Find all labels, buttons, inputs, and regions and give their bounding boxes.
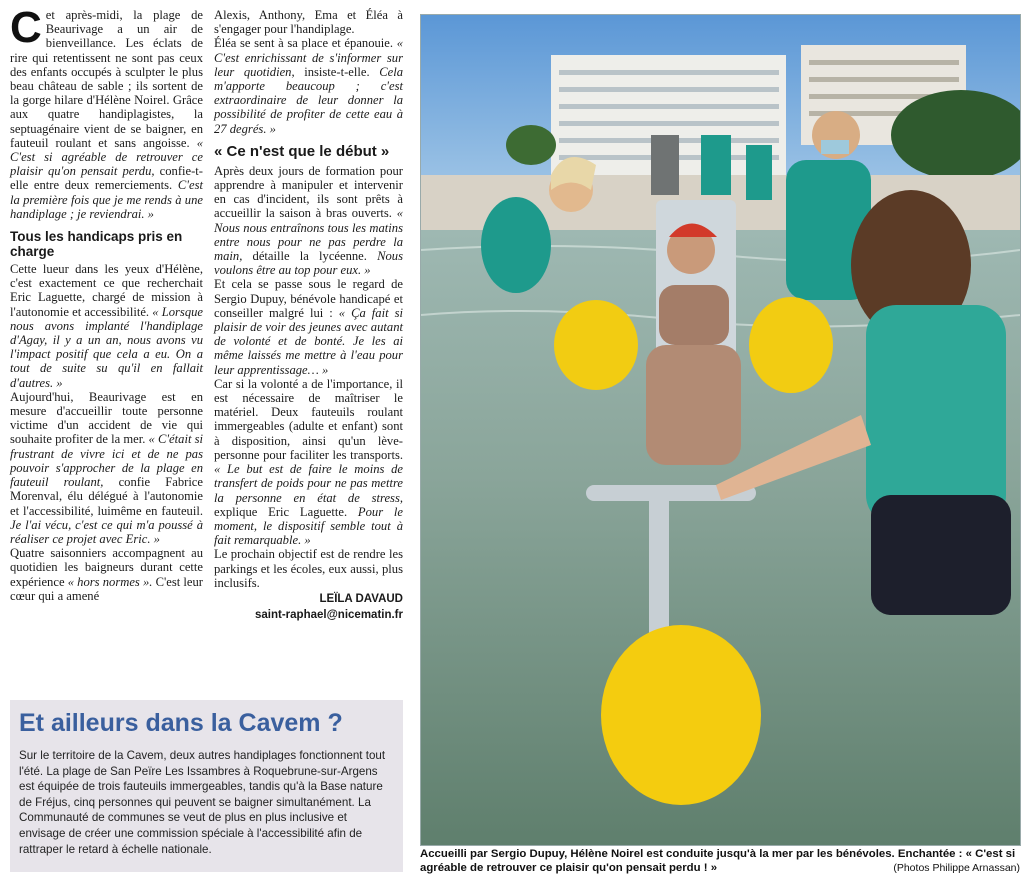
paragraph: Et cela se passe sous le regard de Sergio Dupuy, bénévole handicapé et conseiller malgré lui : « Ça fait si plaisir de voir des jeunes avec autant de volonté et de bonté. Je les ai même laissés me mettre à l'eau pour leur apprentissage… »: [214, 277, 403, 377]
paragraph: Cette lueur dans les yeux d'Hélène, c'est exactement ce que recherchait Eric Laguette, chargé de mission à l'autonomie et accessibilité. « Lorsque nous avons implanté l'handiplage d'Agay, il y a un an, nous avons vu l'impact positif que cela a eu. On a tout de suite su qu'il en fallait d'autres. »: [10, 262, 204, 390]
paragraph: Après deux jours de formation pour apprendre à manipuler et intervenir en cas d'incident, ils sont prêts à accueillir la saison à bras ouverts. « Nous nous entraînons tous les matins entre nous pour ne pas perdre la main, détaille la lycéenne. Nous voulons être au top pour eux. »: [214, 163, 403, 278]
paragraph: Car si la volonté a de l'importance, il est nécessaire de maîtriser le matériel. Deux fauteuils roulant immergeables (adulte et enfant) sont à disposition, ainsi qu'un lève-personne pour faciliter les transports. « Le but est de faire le moins de transfert de poids pour ne pas mettre la personne en état de stress, explique Eric Laguette. Pour le moment, le dispositif semble tout à fait remarquable. »: [214, 376, 403, 548]
box-text: Sur le territoire de la Cavem, deux autres handiplages fonctionnent tout l'été. La plage de San Peïre Les Issambres à Roquebrune-sur-Argens est équipée de trois fauteuils immergeables, tandis qu'à la Base nature de Fréjus, cinq personnes qui peuvent se baigner simultanément. La Communauté de communes se veut de plus en plus inclusive et envisage de créer une commission spéciale à l'accessibilité afin de rattraper le retard à échelle nationale.: [19, 749, 386, 856]
article-column-1: [10, 3, 204, 603]
photo-caption: [420, 847, 1020, 875]
article-column-2: [214, 8, 403, 622]
photo-illustration: [421, 15, 1020, 845]
author-email[interactable]: saint-raphael@nicematin.fr: [255, 608, 403, 621]
paragraph: Alexis, Anthony, Ema et Éléa à s'engager pour l'handiplage.: [214, 8, 403, 37]
author-name: LEÏLA DAVAUD: [319, 592, 403, 605]
paragraph: Quatre saisonniers accompagnent au quotidien les baigneurs durant cette expérience « hors normes ». C'est leur cœur qui a amené: [10, 546, 203, 603]
paragraph: Aujourd'hui, Beaurivage est en mesure d'accueillir toute personne victime d'un accident de vie qui souhaite profiter de la mer. « C'était si frustrant de vivre ici et de ne pas pouvoir s'approcher de la plage en fauteuil roulant, confie Fabrice Morenval, élu délégué à l'autonomie et l'accessibilité, luimême en fauteuil. Je l'ai vécu, c'est ce qui m'a poussé à réaliser ce projet avec Eric. »: [10, 389, 203, 546]
box-title: Et ailleurs dans la Cavem ?: [19, 709, 343, 737]
beach-photo: [420, 14, 1021, 846]
paragraph: Éléa se sent à sa place et épanouie. « C'est enrichissant de s'informer sur leur quotidien, insiste-t-elle. Cela m'apporte beaucoup ; c'est extraordinaire de leur donner la possibilité de profiter de cette eau à 27 degrés. »: [214, 36, 403, 136]
caption-text: Accueilli par Sergio Dupuy, Hélène Noirel est conduite jusqu'à la mer par les bénévoles. Enchantée : « C'est si agréable de retrouver ce plaisir qu'on pensait perdu ! »: [420, 848, 1016, 874]
intertitle: « Ce n'est que le début »: [214, 142, 390, 160]
subheading: Tous les handicaps pris en charge: [10, 229, 183, 260]
paragraph: Le prochain objectif est de rendre les parkings et les écoles, eux aussi, plus inclusifs.: [214, 547, 403, 590]
photo-credit: (Photos Philippe Arnassan): [893, 862, 1020, 874]
drop-cap: C: [10, 3, 42, 52]
sidebar-box: [10, 700, 403, 872]
paragraph: Cet après-midi, la plage de Beaurivage a un air de bienveillance. Les éclats de rire qui retentissent ne sont pas ceux des enfants occupés à sculpter le plus beau château de sable ; ils sortent de la gorge hilare d'Hélène Noirel. Grâce aux quatre handiplagistes, la septuagénaire vient de se baigner, en fauteuil roulant et sans angoisse. « C'est si agréable de retrouver ce plaisir qu'on pensait perdu, confie-t-elle entre deux remerciements. C'est la première fois que je me rends à une handiplage ; je reviendrai. »: [10, 3, 203, 221]
